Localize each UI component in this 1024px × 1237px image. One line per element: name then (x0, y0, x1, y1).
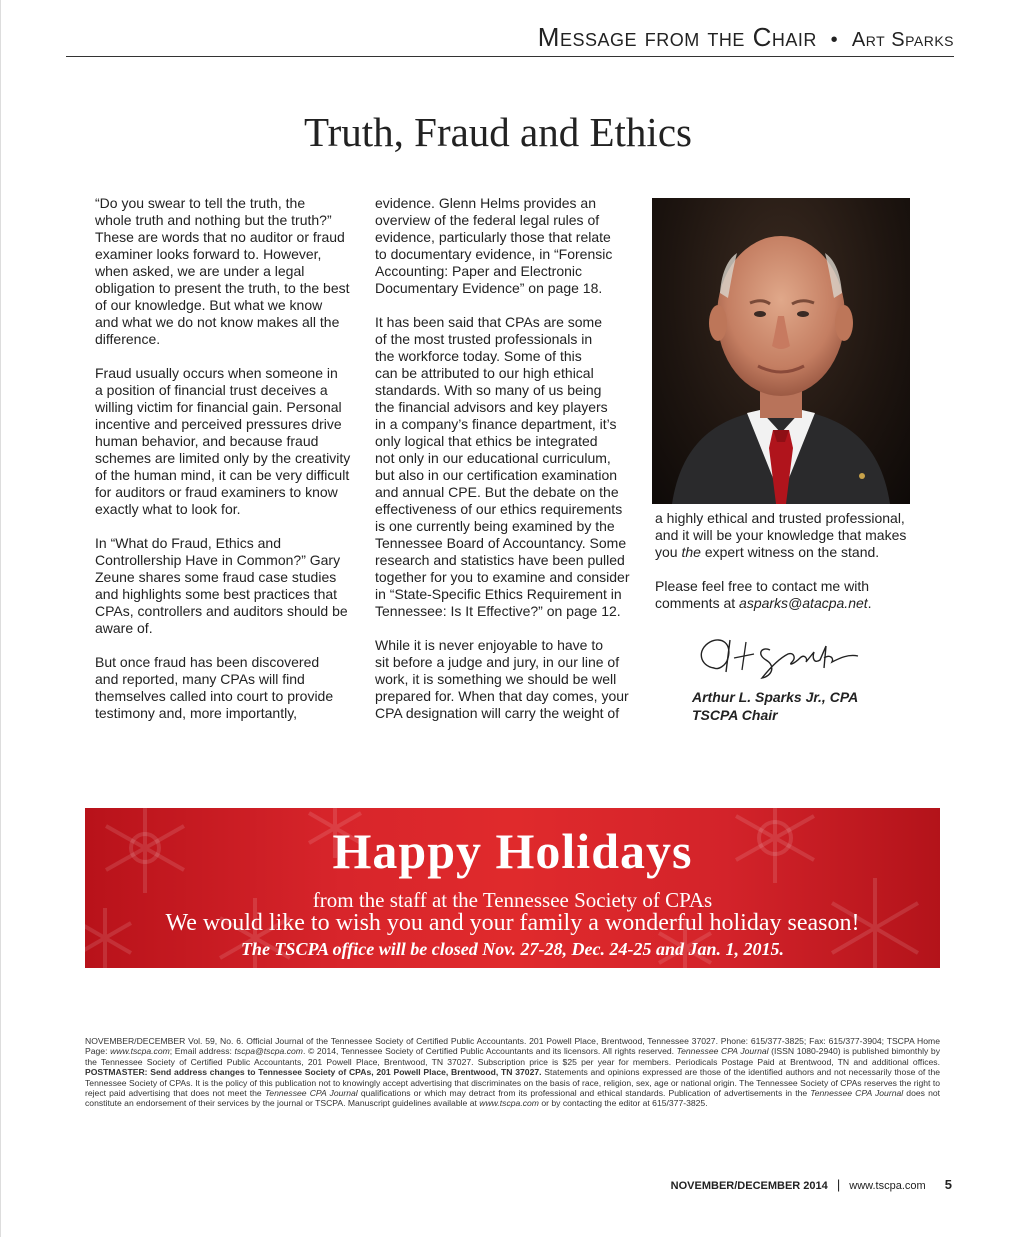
banner-subtitle: from the staff at the Tennessee Society of CPAs (312, 888, 713, 912)
paragraph: It has been said that CPAs are some of the most trusted professionals in the workforce today. Some of this can be attributed to our high ethical standards. With so many of us being the financial advisors and key players in a company’s finance department, it’s only logical that ethics be integrated not only in our educational curriculum, but also in our certification examination and annual CPE. But the debate on the effectiveness of our ethics requirements is one currently being examined by the Tennessee Board of Accountancy. Some research and statistics have been pulled together for you to examine and consider in “State-Specific Ethics Requirement in Tennessee: Is It Effective?” on page 12. (375, 314, 630, 619)
signer-name: Arthur L. Sparks Jr., CPA (692, 689, 859, 705)
paragraph-text: a highly ethical and trusted professional, and it will be your knowledge that makes you (655, 510, 907, 560)
issue-label: NOVEMBER/DECEMBER 2014 (670, 1180, 828, 1192)
section-label: Message from the Chair (537, 22, 817, 52)
paragraph: “Do you swear to tell the truth, the whole truth and nothing but the truth?” These are words that no auditor or fraud examiner looks forward to. However, when asked, we are under a legal obligation to present the truth, to the best of our knowledge. But what we know and what we do not know makes all the difference. (95, 195, 350, 347)
footer-website[interactable]: www.tscpa.com (849, 1180, 926, 1192)
page-footer (671, 1177, 952, 1192)
signer-title: TSCPA Chair (692, 707, 778, 723)
banner-closure-notice: The TSCPA office will be closed Nov. 27-28, Dec. 24-25 and Jan. 1, 2015. (240, 939, 785, 959)
footer-divider: | (836, 1177, 841, 1192)
publication-legal-notice (85, 1036, 940, 1109)
journal-name: Tennessee CPA Journal (810, 1088, 904, 1099)
header-author: Art Sparks (851, 29, 954, 51)
paragraph: But once fraud has been discovered and reported, many CPAs will find themselves called into court to provide testimony and, more importantly, (95, 654, 334, 721)
author-portrait (652, 198, 910, 504)
legal-text: does not constitute an endorsement of their services by the journal or TSCPA. Manuscript guidelines available at (85, 1088, 941, 1109)
signature-image (692, 628, 862, 686)
holiday-banner (85, 808, 940, 968)
postmaster-notice: POSTMASTER: Send address changes to Tennessee Society of CPAs, 201 Powell Place, Brentwood, TN 37027. (85, 1067, 542, 1078)
banner-greeting: We would like to wish you and your family a wonderful holiday season! (165, 910, 860, 936)
header-separator: • (830, 29, 839, 51)
legal-text: or by contacting the editor at 615/377-3825. (538, 1098, 708, 1109)
legal-text: Statements and opinions expressed are those of the identified authors and not necessarily those of the Tennessee Society of CPAs. It is the policy of this publication not to knowingly accept advertising that discriminates on the basis of race, religion, sex, age or national origin. The Tennessee Society of CPAs reserves the right to reject paid advertising that does not meet the (85, 1067, 941, 1099)
paragraph-text: expert witness on the stand. (700, 544, 880, 560)
banner-headline: Happy Holidays (332, 823, 693, 879)
emphasis-text: the (681, 544, 701, 560)
paragraph: In “What do Fraud, Ethics and Controllership Have in Common?” Gary Zeune shares some fraud case studies and highlights some best practices that CPAs, controllers and auditors should be aware of. (95, 535, 348, 636)
author-email-link[interactable]: asparks@atacpa.net (739, 595, 868, 611)
header-rule (66, 56, 954, 57)
signer-block (692, 688, 858, 724)
portrait-illustration (652, 198, 910, 504)
paragraph-text: . (867, 595, 872, 611)
website-link[interactable]: www.tscpa.com (110, 1046, 170, 1057)
journal-name: Tennessee CPA Journal (264, 1088, 358, 1099)
paragraph: evidence. Glenn Helms provides an overview of the federal legal rules of evidence, particularly those that relate to documentary evidence, in “Forensic Accounting: Paper and Electronic Documentary Evidence” on page 18. (375, 195, 613, 296)
article-column-1 (95, 195, 365, 739)
legal-text: ; Email address: (169, 1046, 235, 1057)
website-link[interactable]: www.tscpa.com (479, 1098, 539, 1109)
article-column-3 (655, 510, 925, 629)
paragraph: While it is never enjoyable to have to sit before a judge and jury, in our line of work, it is something we should be well prepared for. When that day comes, your CPA designation will carry the weight of (375, 637, 629, 721)
article-column-2 (375, 195, 640, 739)
page-number: 5 (944, 1177, 952, 1192)
legal-text: NOVEMBER/DECEMBER Vol. 59, No. 6. Official Journal of the Tennessee Society of Certified Public Accountants. 201 Powell Place, Brentwood, Tennessee 37027. Phone: 615/377-3825; Fax: 615/377-3904; TSCPA Home Page: (85, 1036, 940, 1057)
paragraph: Fraud usually occurs when someone in a position of financial trust deceives a willing victim for financial gain. Personal incentive and perceived pressures drive human behavior, and because fraud schemes are limited only by the creativity of the human mind, it can be very difficult for auditors or fraud examiners to know exactly what to look for. (95, 365, 351, 517)
email-link[interactable]: tscpa@tscpa.com (234, 1046, 303, 1057)
page-edge (0, 0, 1, 1237)
article-title: Truth, Fraud and Ethics (304, 109, 692, 155)
legal-text: . © 2014, Tennessee Society of Certified Public Accountants and its licensors. All rights reserved. (302, 1046, 677, 1057)
paragraph (655, 510, 925, 561)
legal-text: qualifications or which may detract from its professional and ethical standards. Publication of advertisements in the (357, 1088, 811, 1099)
legal-text: (ISSN 1080-2940) is published bimonthly by the Tennessee Society of Certified Public Accountants, 201 Powell Place, Brentwood, TN 37027. Subscription price is $25 per year for members. Periodicals Postage Paid at Brentwood, TN and additional offices. (85, 1046, 941, 1067)
journal-name: Tennessee CPA Journal (676, 1046, 769, 1057)
paragraph-text: Please feel free to contact me with comments at (655, 578, 869, 611)
section-header (538, 22, 954, 53)
paragraph (655, 578, 925, 612)
